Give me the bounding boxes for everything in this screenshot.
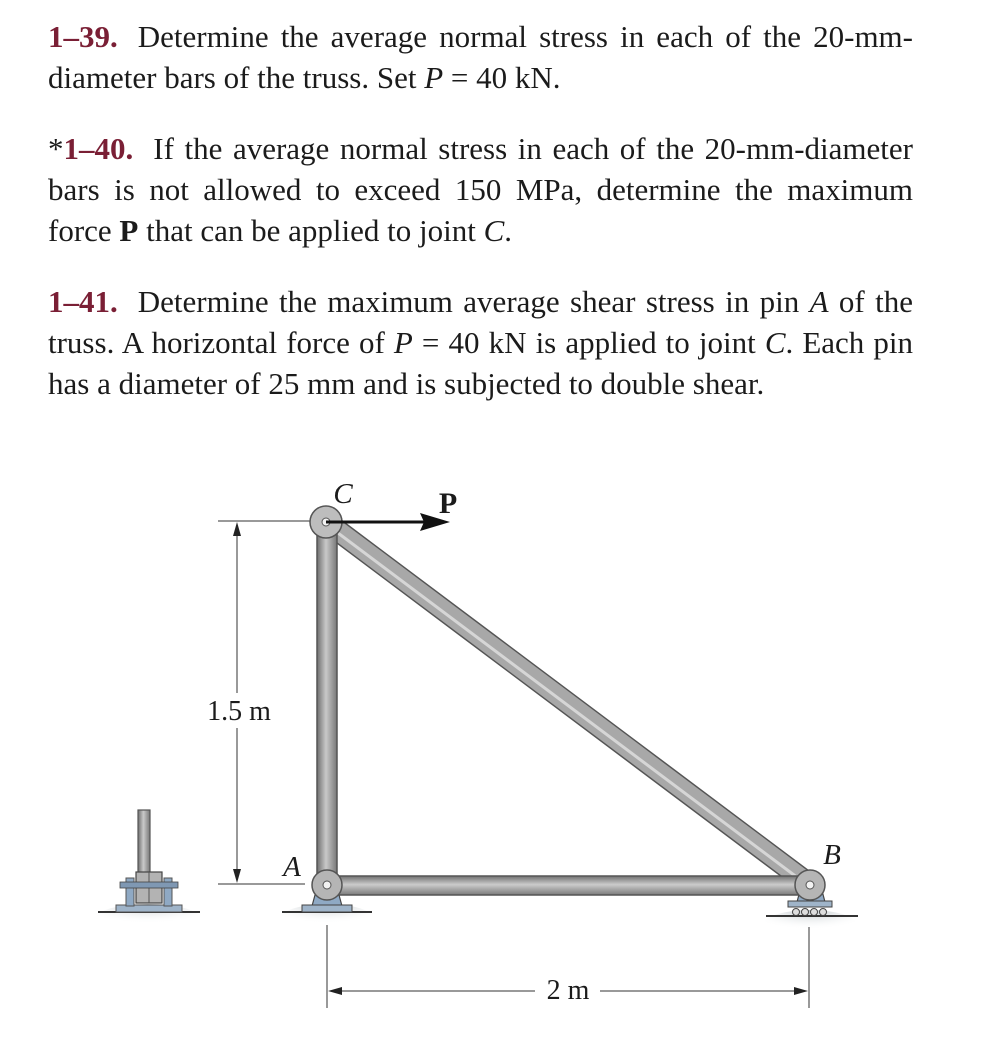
- force-p-label: P: [438, 487, 458, 520]
- height-dimension-label: 1.5 m: [207, 696, 271, 727]
- member-ac: [317, 522, 337, 886]
- pin-side-view-detail: [116, 810, 182, 912]
- problem-text: Determine the maximum average shear stress in pin: [137, 284, 810, 319]
- problem-text: = 40 kN.: [443, 60, 561, 95]
- member-cb-highlight: [326, 524, 806, 884]
- star-marker: *: [48, 131, 64, 166]
- variable-a: A: [809, 284, 829, 319]
- ground-shade-b: [764, 910, 856, 938]
- problem-text: Determine the average normal stress in each of the 20-mm-diameter bars of the truss. Set: [48, 19, 913, 95]
- variable-p: P: [393, 325, 413, 360]
- problem-number: 1–41.: [48, 284, 118, 319]
- variable-p: P: [424, 60, 444, 95]
- problem-text: If the average normal stress in each of the 20-mm-diameter bars is not allowed to exceed 150 MPa, determine the maximum force: [48, 131, 913, 248]
- support-b-label: B: [823, 839, 841, 871]
- force-p-bold: P: [119, 213, 139, 248]
- problem-number: 1–40.: [63, 131, 134, 166]
- support-a-label: A: [283, 851, 301, 883]
- problem-number: 1–39.: [48, 19, 118, 54]
- member-ab: [327, 876, 811, 895]
- joint-c-label: C: [333, 478, 353, 510]
- problem-text: = 40 kN is applied to joint: [412, 325, 765, 360]
- variable-c: C: [764, 325, 786, 360]
- problem-text: .: [504, 213, 513, 248]
- problem-text: that can be applied to joint: [138, 213, 484, 248]
- variable-c: C: [483, 213, 505, 248]
- problem-text: . Each pin has a diameter of 25 mm and is subjected to double shear.: [48, 325, 913, 401]
- width-dimension-label: 2 m: [546, 975, 590, 1006]
- problem-text: of the truss. A horizontal force of: [48, 284, 913, 360]
